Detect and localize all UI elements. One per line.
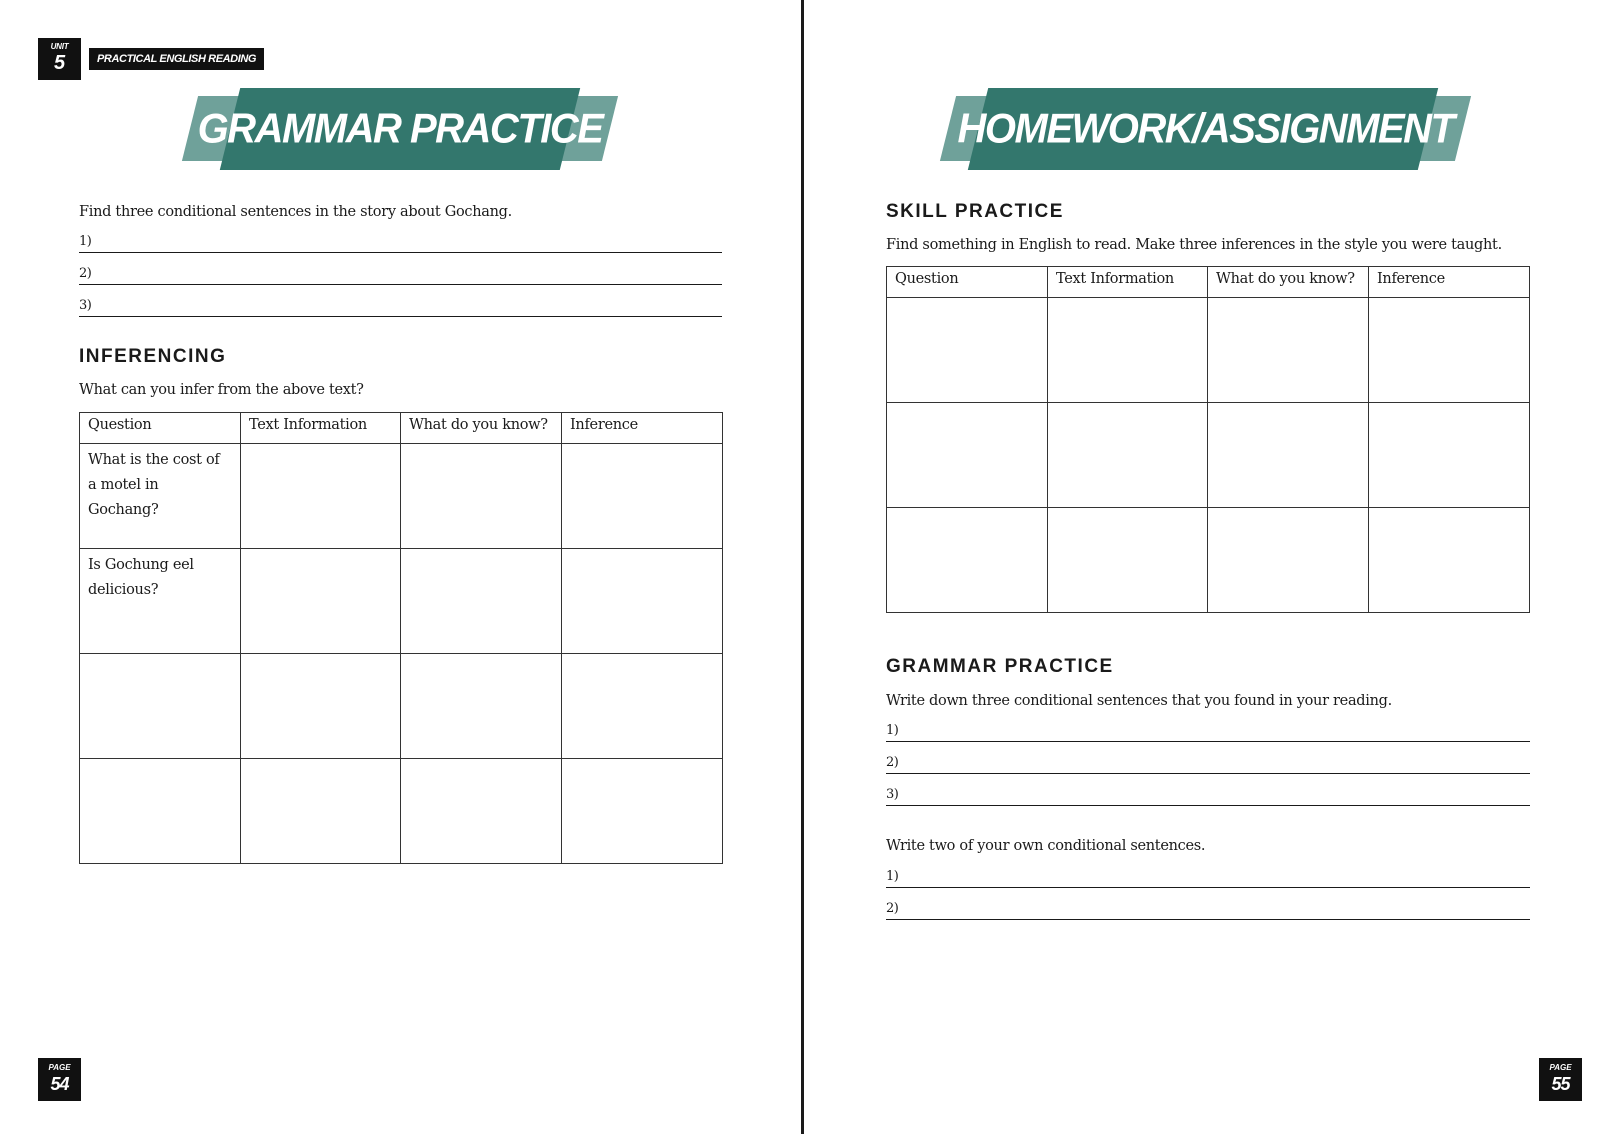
question-cell[interactable] xyxy=(80,654,241,759)
text-information-cell[interactable] xyxy=(241,654,401,759)
section-prompt: Find something in English to read. Make three inferences in the style you were taught. xyxy=(886,237,1502,253)
series-title: PRACTICAL ENGLISH READING xyxy=(89,48,264,70)
page-label: PAGE xyxy=(1549,1063,1572,1072)
answer-line-label: 1) xyxy=(886,869,899,884)
section-prompt: Write down three conditional sentences that you found in your reading. xyxy=(886,693,1392,709)
answer-line-3[interactable] xyxy=(79,295,722,317)
answer-line-2[interactable] xyxy=(79,263,722,285)
what-do-you-know-cell[interactable] xyxy=(1208,508,1369,613)
inference-cell[interactable] xyxy=(562,654,723,759)
inference-cell[interactable] xyxy=(562,444,723,549)
header-question: Question xyxy=(80,413,241,444)
header-text-information: Text Information xyxy=(1048,267,1208,298)
question-cell[interactable] xyxy=(887,508,1048,613)
inference-cell[interactable] xyxy=(1369,403,1530,508)
page-number-badge xyxy=(38,1058,81,1101)
question-cell[interactable] xyxy=(80,759,241,864)
section-prompt: What can you infer from the above text? xyxy=(79,382,364,398)
table-row xyxy=(80,759,723,864)
unit-label: UNIT xyxy=(50,42,69,51)
answer-line-label: 2) xyxy=(886,755,899,770)
answer-line-label: 1) xyxy=(79,234,92,249)
header-question: Question xyxy=(887,267,1048,298)
text-information-cell[interactable] xyxy=(1048,508,1208,613)
table-row xyxy=(80,549,723,654)
header-inference: Inference xyxy=(1369,267,1530,298)
inference-cell[interactable] xyxy=(562,759,723,864)
inference-cell[interactable] xyxy=(1369,298,1530,403)
answer-line-1[interactable] xyxy=(79,231,722,253)
table-header-row xyxy=(80,413,723,444)
answer-line-2[interactable] xyxy=(886,752,1530,774)
section-heading-skill-practice: SKILL PRACTICE xyxy=(886,201,1064,222)
question-cell: Is Gochung eel delicious? xyxy=(80,549,241,654)
page-number: 54 xyxy=(50,1074,69,1094)
what-do-you-know-cell[interactable] xyxy=(1208,403,1369,508)
section-prompt-own-sentences: Write two of your own conditional sentences. xyxy=(886,838,1206,854)
table-header-row xyxy=(887,267,1530,298)
unit-number: 5 xyxy=(53,52,66,74)
header-what-do-you-know: What do you know? xyxy=(401,413,562,444)
intro-text: Find three conditional sentences in the story about Gochang. xyxy=(79,204,512,220)
table-row xyxy=(887,403,1530,508)
unit-badge xyxy=(38,38,81,80)
text-information-cell[interactable] xyxy=(241,759,401,864)
header-inference: Inference xyxy=(562,413,723,444)
text-information-cell[interactable] xyxy=(1048,403,1208,508)
page-label: PAGE xyxy=(48,1063,71,1072)
answer-line-label: 3) xyxy=(886,787,899,802)
header-what-do-you-know: What do you know? xyxy=(1208,267,1369,298)
banner-title: HOMEWORK/ASSIGNMENT xyxy=(957,105,1454,153)
section-heading-inferencing: INFERENCING xyxy=(79,346,227,367)
own-sentence-line-2[interactable] xyxy=(886,898,1530,920)
text-information-cell[interactable] xyxy=(241,444,401,549)
question-cell[interactable] xyxy=(887,403,1048,508)
left-page xyxy=(0,0,802,1134)
what-do-you-know-cell[interactable] xyxy=(1208,298,1369,403)
answer-line-3[interactable] xyxy=(886,784,1530,806)
header-text-information: Text Information xyxy=(241,413,401,444)
what-do-you-know-cell[interactable] xyxy=(401,549,562,654)
own-sentence-line-1[interactable] xyxy=(886,866,1530,888)
what-do-you-know-cell[interactable] xyxy=(401,654,562,759)
answer-line-label: 1) xyxy=(886,723,899,738)
skill-practice-table xyxy=(886,266,1530,613)
banner-title: GRAMMAR PRACTICE xyxy=(197,105,603,153)
section-heading-grammar-practice: GRAMMAR PRACTICE xyxy=(886,656,1114,677)
inference-cell[interactable] xyxy=(562,549,723,654)
answer-line-1[interactable] xyxy=(886,720,1530,742)
page-number-badge xyxy=(1539,1058,1582,1101)
page-number: 55 xyxy=(1551,1074,1570,1094)
table-row xyxy=(887,298,1530,403)
answer-line-label: 3) xyxy=(79,298,92,313)
answer-line-label: 2) xyxy=(886,901,899,916)
what-do-you-know-cell[interactable] xyxy=(401,759,562,864)
what-do-you-know-cell[interactable] xyxy=(401,444,562,549)
text-information-cell[interactable] xyxy=(1048,298,1208,403)
question-cell: What is the cost of a motel in Gochang? xyxy=(80,444,241,549)
banner-grammar-practice xyxy=(190,88,610,170)
inference-cell[interactable] xyxy=(1369,508,1530,613)
text-information-cell[interactable] xyxy=(241,549,401,654)
inferencing-table xyxy=(79,412,723,864)
table-row xyxy=(887,508,1530,613)
banner-homework-assignment xyxy=(948,88,1463,170)
table-row xyxy=(80,654,723,759)
right-page xyxy=(803,0,1605,1134)
answer-line-label: 2) xyxy=(79,266,92,281)
question-cell[interactable] xyxy=(887,298,1048,403)
table-row xyxy=(80,444,723,549)
